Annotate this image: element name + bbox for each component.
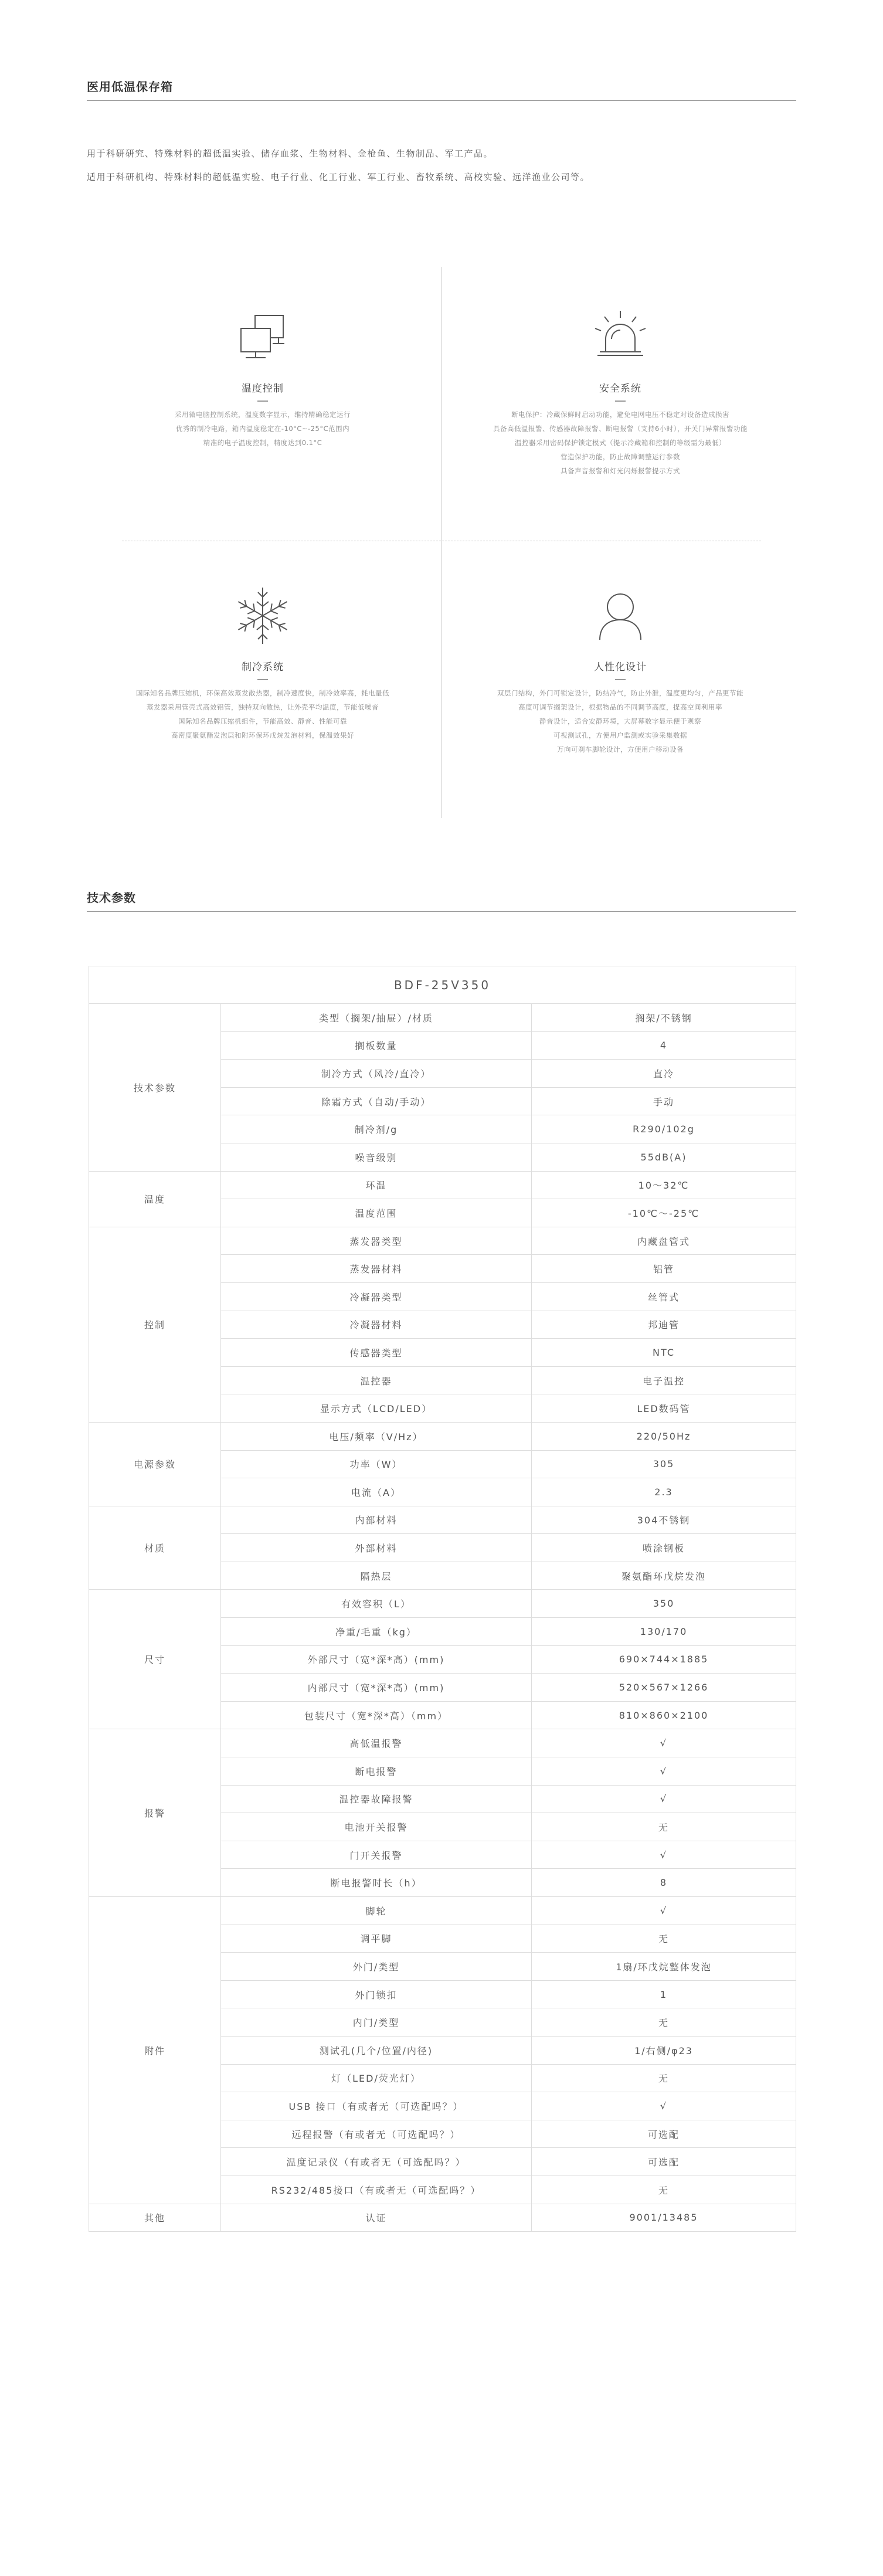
param-cell: 冷凝器类型 [221, 1282, 532, 1311]
value-cell: 无 [532, 2175, 796, 2204]
feature-description [444, 408, 796, 478]
value-cell: 690×744×1885 [532, 1645, 796, 1674]
param-cell: RS232/485接口（有或者无（可选配吗？） [221, 2175, 532, 2204]
value-cell: 350 [532, 1590, 796, 1618]
feature-cooling-system [87, 583, 439, 742]
param-cell: 制冷剂/g [221, 1115, 532, 1143]
param-cell: 蒸发器材料 [221, 1255, 532, 1283]
table-row [89, 1729, 796, 1757]
product-section-title: 医用低温保存箱 [87, 80, 173, 94]
param-cell: 温度范围 [221, 1199, 532, 1227]
value-cell: 直冷 [532, 1060, 796, 1088]
group-cell: 材质 [89, 1506, 221, 1590]
value-cell: 520×567×1266 [532, 1674, 796, 1702]
value-cell: 1扇/环戊烷整体发泡 [532, 1953, 796, 1981]
param-cell: 温控器 [221, 1366, 532, 1394]
desc-line: 优秀的制冷电路，箱内温度稳定在-10°C~-25°C范围内 [175, 425, 350, 433]
table-row [89, 1422, 796, 1450]
tech-section-title: 技术参数 [87, 891, 136, 905]
feature-user-friendly-design [444, 583, 796, 756]
value-cell: 手动 [532, 1087, 796, 1115]
value-cell: NTC [532, 1339, 796, 1367]
desc-line: 具备声音报警和灯光闪烁报警提示方式 [561, 467, 680, 475]
desc-line: 可视测试孔，方便用户监测或实验采集数据 [553, 731, 687, 739]
param-cell: 传感器类型 [221, 1339, 532, 1367]
product-intro [87, 142, 796, 189]
value-cell: 130/170 [532, 1618, 796, 1646]
value-cell: 810×860×2100 [532, 1701, 796, 1729]
value-cell: 220/50Hz [532, 1422, 796, 1450]
value-cell: 内藏盘管式 [532, 1227, 796, 1255]
desc-line: 双层门结构，外门可锁定设计，防结冷气，防止外泄，温度更均匀，产品更节能 [497, 689, 743, 697]
desc-line: 国际知名品牌压缩机组件，节能高效、静音、性能可靠 [178, 717, 347, 725]
value-cell: 聚氨酯环戊烷发泡 [532, 1562, 796, 1590]
param-cell: 温控器故障报警 [221, 1785, 532, 1813]
desc-line: 营造保护功能，防止故障调整运行参数 [561, 453, 680, 461]
value-cell: √ [532, 2092, 796, 2120]
table-row [89, 1227, 796, 1255]
desc-line: 静音设计，适合安静环境，大屏幕数字显示便于观察 [539, 717, 701, 725]
param-cell: 显示方式（LCD/LED） [221, 1394, 532, 1423]
group-cell: 温度 [89, 1171, 221, 1227]
table-row [89, 1590, 796, 1618]
group-cell: 控制 [89, 1227, 221, 1422]
value-cell: 304不锈钢 [532, 1506, 796, 1534]
value-cell: 无 [532, 2064, 796, 2092]
value-cell: 无 [532, 1813, 796, 1841]
param-cell: 电压/频率（V/Hz） [221, 1422, 532, 1450]
desc-line: 万向可刹车脚轮设计，方便用户移动设备 [557, 745, 684, 754]
table-row [89, 1506, 796, 1534]
desc-line: 具备高低温报警、传感器故障报警、断电报警（支持6小时），开关门异常报警功能 [493, 425, 748, 433]
param-cell: 灯（LED/荧光灯） [221, 2064, 532, 2092]
param-cell: 测试孔(几个/位置/内径) [221, 2036, 532, 2064]
param-cell: 包装尺寸（宽*深*高）（mm） [221, 1701, 532, 1729]
value-cell: 丝管式 [532, 1282, 796, 1311]
value-cell: -10℃～-25℃ [532, 1199, 796, 1227]
param-cell: 外门锁扣 [221, 1980, 532, 2008]
feature-title: 人性化设计 [594, 661, 647, 673]
desc-line: 国际知名品牌压缩机，环保高效蒸发散热器，制冷速度快，制冷效率高，耗电量低 [136, 689, 389, 697]
param-cell: 内部材料 [221, 1506, 532, 1534]
param-cell: 断电报警时长（h） [221, 1869, 532, 1897]
param-cell: 功率（W） [221, 1450, 532, 1478]
value-cell: 10～32℃ [532, 1171, 796, 1199]
snowflake-icon [230, 583, 295, 648]
desc-line: 采用微电脑控制系统，温度数字显示，维持精确稳定运行 [175, 410, 351, 419]
intro-line: 适用于科研机构、特殊材料的超低温实验、电子行业、化工行业、军工行业、畜牧系统、高校实验、远洋渔业公司等。 [87, 172, 590, 182]
param-cell: 净重/毛重（kg） [221, 1618, 532, 1646]
feature-title: 制冷系统 [242, 661, 284, 673]
table-row [89, 2204, 796, 2232]
group-cell: 技术参数 [89, 1004, 221, 1172]
value-cell: √ [532, 1841, 796, 1869]
value-cell: 无 [532, 2008, 796, 2037]
value-cell: 喷涂钢板 [532, 1534, 796, 1562]
param-cell: 内部尺寸（宽*深*高）(mm) [221, 1674, 532, 1702]
value-cell: 9001/13485 [532, 2204, 796, 2232]
param-cell: 隔热层 [221, 1562, 532, 1590]
param-cell: 门开关报警 [221, 1841, 532, 1869]
param-cell: 外部材料 [221, 1534, 532, 1562]
feature-title: 温度控制 [242, 383, 284, 395]
table-row [89, 1004, 796, 1032]
title-underline [615, 679, 626, 680]
param-cell: 远程报警（有或者无（可选配吗？） [221, 2120, 532, 2148]
param-cell: 除霜方式（自动/手动） [221, 1087, 532, 1115]
value-cell: R290/102g [532, 1115, 796, 1143]
param-cell: 电池开关报警 [221, 1813, 532, 1841]
model-cell: BDF-25V350 [89, 966, 796, 1004]
desc-line: 高度可调节搁架设计，根据物品的不同调节高度，提高空间利用率 [518, 703, 722, 711]
value-cell: √ [532, 1757, 796, 1786]
table-row [89, 1171, 796, 1199]
param-cell: 外部尺寸（宽*深*高）(mm) [221, 1645, 532, 1674]
desc-line: 温控器采用密码保护锁定模式（提示冷藏箱和控制的等级需为最低） [515, 439, 726, 447]
value-cell: 1/右侧/φ23 [532, 2036, 796, 2064]
param-cell: 断电报警 [221, 1757, 532, 1786]
value-cell: 电子温控 [532, 1366, 796, 1394]
value-cell: 可选配 [532, 2120, 796, 2148]
param-cell: 搁板数量 [221, 1031, 532, 1060]
param-cell: 冷凝器材料 [221, 1311, 532, 1339]
intro-line: 用于科研研究、特殊材料的超低温实验、储存血浆、生物材料、金枪鱼、生物制品、军工产品。 [87, 148, 494, 159]
group-cell: 尺寸 [89, 1590, 221, 1729]
title-underline [257, 679, 268, 680]
value-cell: √ [532, 1729, 796, 1757]
value-cell: 搁架/不锈钢 [532, 1004, 796, 1032]
feature-description [87, 686, 439, 742]
param-cell: 内门/类型 [221, 2008, 532, 2037]
param-cell: 调平脚 [221, 1925, 532, 1953]
value-cell: 1 [532, 1980, 796, 2008]
value-cell: 4 [532, 1031, 796, 1060]
param-cell: 噪音级别 [221, 1143, 532, 1171]
value-cell: 2.3 [532, 1478, 796, 1506]
feature-grid [87, 267, 796, 818]
param-cell: 蒸发器类型 [221, 1227, 532, 1255]
title-underline [257, 401, 268, 402]
product-section-header [87, 77, 796, 101]
param-cell: 认证 [221, 2204, 532, 2232]
value-cell: 55dB(A) [532, 1143, 796, 1171]
table-row [89, 1897, 796, 1925]
group-cell: 其他 [89, 2204, 221, 2232]
value-cell: 邦迪管 [532, 1311, 796, 1339]
feature-description [444, 686, 796, 756]
value-cell: 8 [532, 1869, 796, 1897]
param-cell: 脚轮 [221, 1897, 532, 1925]
value-cell: 305 [532, 1450, 796, 1478]
param-cell: 高低温报警 [221, 1729, 532, 1757]
param-cell: 电流（A） [221, 1478, 532, 1506]
title-underline [615, 401, 626, 402]
param-cell: 有效容积（L） [221, 1590, 532, 1618]
desc-line: 精准的电子温度控制，精度达到0.1°C [203, 439, 322, 447]
value-cell: 可选配 [532, 2148, 796, 2176]
feature-safety-system [444, 305, 796, 478]
spec-table [89, 966, 796, 2232]
value-cell: LED数码管 [532, 1394, 796, 1423]
group-cell: 附件 [89, 1897, 221, 2204]
user-icon [588, 583, 653, 648]
tech-section-header [87, 888, 796, 912]
param-cell: 温度记录仪（有或者无（可选配吗？） [221, 2148, 532, 2176]
desc-line: 断电保护：冷藏保鲜时启动功能，避免电网电压不稳定对设备造成损害 [511, 410, 729, 419]
feature-description [87, 408, 439, 450]
param-cell: 类型（搁架/抽屉）/材质 [221, 1004, 532, 1032]
group-cell: 电源参数 [89, 1422, 221, 1506]
value-cell: 铝管 [532, 1255, 796, 1283]
desc-line: 蒸发器采用管壳式高效铝管，独特双向散热，让外壳平均温度，节能低噪音 [147, 703, 379, 711]
feature-title: 安全系统 [599, 383, 641, 395]
alarm-light-icon [588, 305, 653, 369]
value-cell: √ [532, 1897, 796, 1925]
value-cell: √ [532, 1785, 796, 1813]
feature-temperature-control [87, 305, 439, 450]
value-cell: 无 [532, 1925, 796, 1953]
param-cell: 外门/类型 [221, 1953, 532, 1981]
monitor-icon [230, 305, 295, 369]
param-cell: USB 接口（有或者无（可选配吗？） [221, 2092, 532, 2120]
group-cell: 报警 [89, 1729, 221, 1897]
model-row [89, 966, 796, 1004]
param-cell: 制冷方式（风冷/直冷） [221, 1060, 532, 1088]
desc-line: 高密度聚氨酯发泡层和附环保环戊烷发泡材料，保温效果好 [171, 731, 354, 739]
param-cell: 环温 [221, 1171, 532, 1199]
